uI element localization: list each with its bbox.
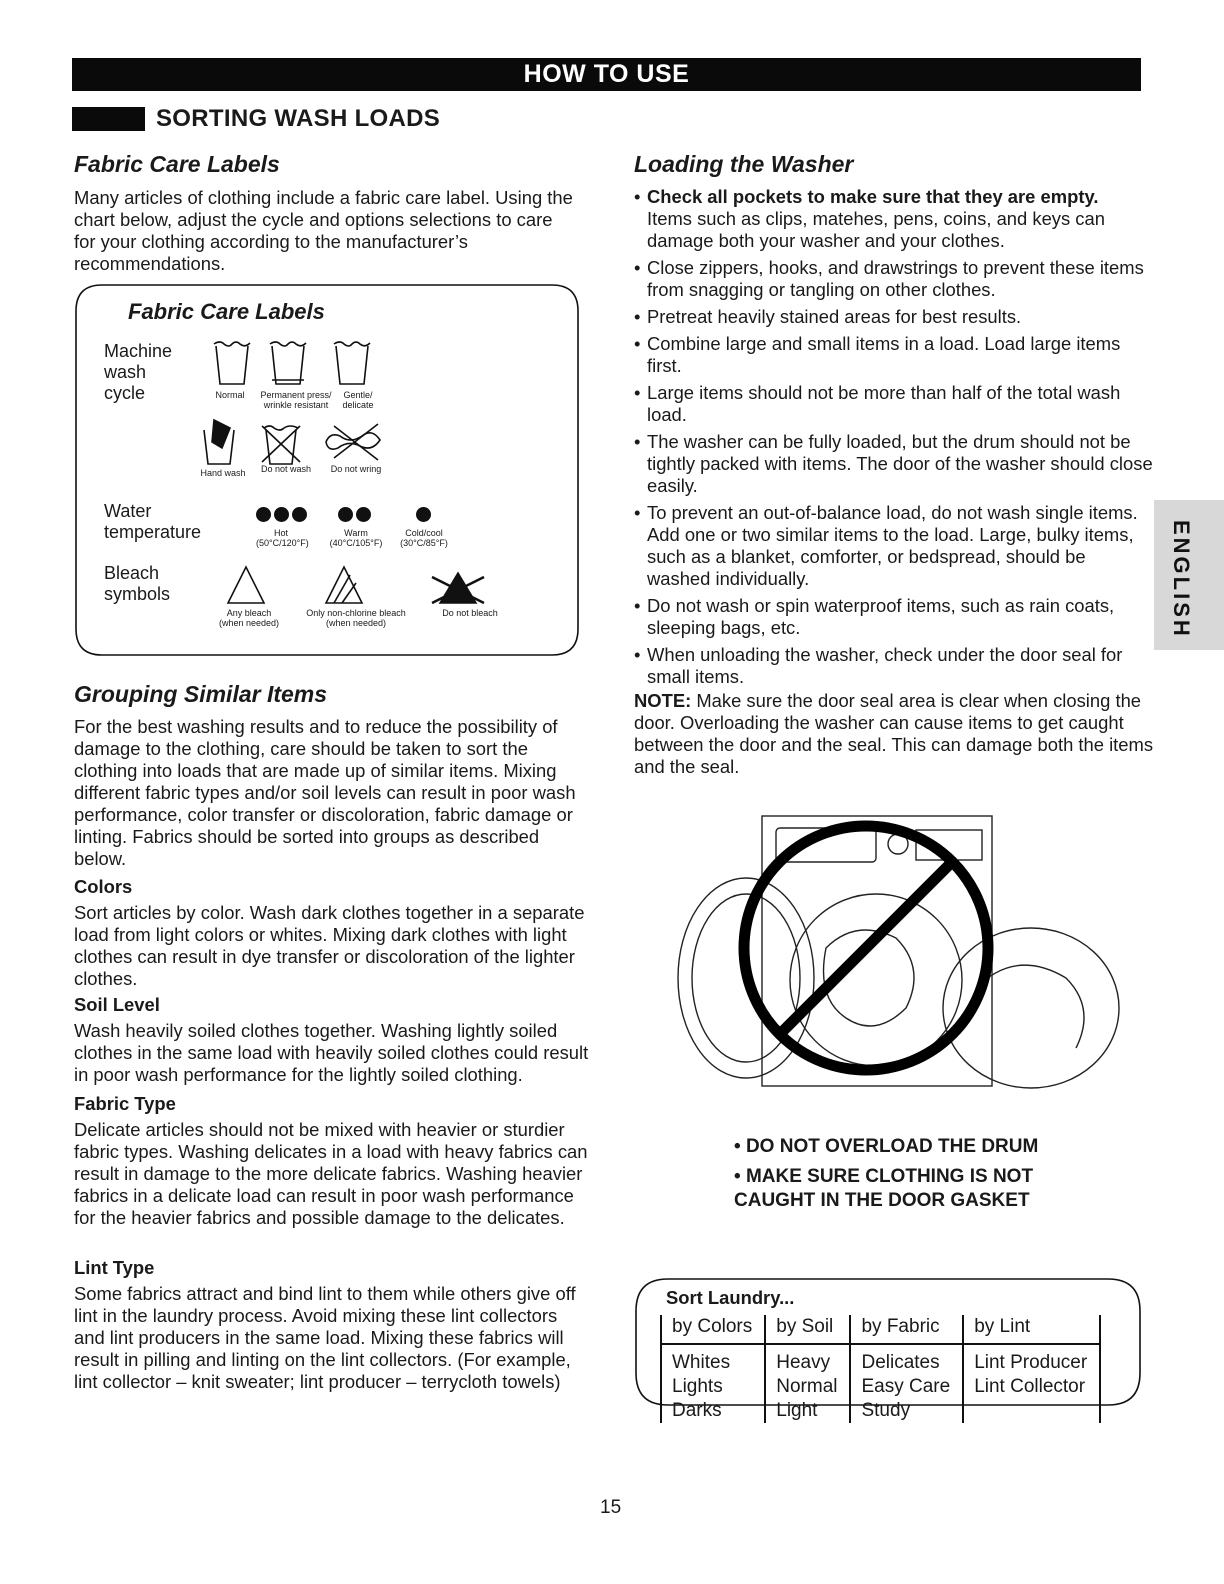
grouping-heading: Grouping Similar Items [74, 681, 328, 707]
loading-bullet: • Pretreat heavily stained areas for best results. [634, 306, 1154, 328]
section-title: SORTING WASH LOADS [156, 105, 441, 132]
temp-label-warm: Warm (40°C/105°F) [329, 528, 383, 548]
bleach-label-non-chlorine: Only non-chlorine bleach (when needed) [306, 608, 406, 628]
loading-bullet: • Combine large and small items in a load. Load large items first. [634, 333, 1154, 377]
sort-header: by Soil [765, 1315, 850, 1344]
sort-cell: Whites [661, 1344, 765, 1375]
fabric-type-subhead: Fabric Type [74, 1093, 176, 1114]
sort-header: by Colors [661, 1315, 765, 1344]
wash-label-normal: Normal [215, 390, 245, 400]
bleach-label-do-not: Do not bleach [442, 608, 498, 618]
washer-illustration [676, 808, 1121, 1098]
fabric-care-heading: Fabric Care Labels [74, 151, 280, 177]
soil-level-text: Wash heavily soiled clothes together. Washing lightly soiled clothes in the same load with heavily soiled clothes could result in poor wash performance for the lightly soiled clothing. [74, 1020, 589, 1085]
sort-cell: Study [850, 1399, 963, 1423]
bleach-icons [226, 563, 506, 607]
sort-cell: Delicates [850, 1344, 963, 1375]
temp-label-hot: Hot (50°C/120°F) [256, 528, 309, 548]
loading-bullet: • When unloading the washer, check under the door seal for small items. [634, 644, 1154, 688]
fabric-type-text: Delicate articles should not be mixed with heavier or sturdier fabric types. Washing delicates in a load with heavy fabrics can result in damage to the more delicate fabrics. Washing heavier fabrics in a delicate load can result in poor wash performance for the heavier fabrics and possible damage to the delicates. [74, 1119, 588, 1228]
do-not-wash-label: Do not wash [260, 464, 312, 474]
sort-cell: Easy Care [850, 1375, 963, 1399]
warning-overload: • DO NOT OVERLOAD THE DRUM [734, 1136, 1039, 1157]
loading-bullet: • To prevent an out-of-balance load, do not wash single items. Add one or two similar items to the load. Large, bulky items, such as a blanket, comforter, or bedspread, should be washed individually. [634, 502, 1154, 590]
section-marker [72, 107, 145, 131]
temp-dots-cold [416, 507, 434, 527]
loading-bullet: • Large items should not be more than half of the total wash load. [634, 382, 1154, 426]
wash-tub-icons [212, 340, 382, 388]
note-paragraph: NOTE: Make sure the door seal area is clear when closing the door. Overloading the washer can cause items to get caught between the door and the seal. This can damage both the items and the seal. [634, 690, 1154, 777]
loading-list [634, 186, 1154, 778]
wash-label-gentle: Gentle/ delicate [342, 390, 374, 410]
loading-bullet: • Close zippers, hooks, and drawstrings to prevent these items from snagging or tangling on other clothes. [634, 257, 1154, 301]
temp-label-cold: Cold/cool (30°C/85°F) [400, 528, 448, 548]
fabric-care-intro: Many articles of clothing include a fabric care label. Using the chart below, adjust the cycle and options selections to care for your clothing according to the manufacturer’s recommendations. [74, 187, 573, 274]
sort-laundry-table [660, 1315, 1101, 1423]
colors-subhead: Colors [74, 876, 133, 897]
colors-text: Sort articles by color. Wash dark clothes together in a separate load from light colors or whites. Mixing dark clothes with light clothes can result in dye transfer or discoloration of the lighter clothes. [74, 902, 585, 989]
language-tab-label: ENGLISH [1169, 520, 1194, 639]
temp-dots-hot [256, 507, 310, 527]
do-not-wring-label: Do not wring [330, 464, 382, 474]
loading-bullet: • Do not wash or spin waterproof items, such as rain coats, sleeping bags, etc. [634, 595, 1154, 639]
temp-dots-warm [338, 507, 374, 527]
bleach-symbols-label: Bleach symbols [104, 563, 171, 604]
loading-bullet: • The washer can be fully loaded, but the drum should not be tightly packed with items. The door of the washer should close easily. [634, 431, 1154, 497]
loading-heading: Loading the Washer [634, 151, 854, 177]
hand-wash-icons [200, 418, 390, 468]
sort-cell: Heavy [765, 1344, 850, 1375]
sort-cell [963, 1399, 1100, 1423]
lint-type-subhead: Lint Type [74, 1257, 155, 1278]
sort-laundry-title: Sort Laundry... [666, 1287, 795, 1308]
water-temperature-label: Water temperature [104, 501, 202, 542]
sort-header: by Lint [963, 1315, 1100, 1344]
wash-label-permanent-press: Permanent press/ wrinkle resistant [260, 390, 332, 410]
machine-wash-label: Machine wash cycle [104, 341, 173, 403]
grouping-intro: For the best washing results and to reduce the possibility of damage to the clothing, care should be taken to sort the clothing into loads that are made up of similar items. Mixing different fabric types and/or soil levels can result in poor wash performance, color transfer or discoloration, fabric damage or linting. Fabrics should be sorted into groups as described below. [74, 716, 576, 869]
header-bar: HOW TO USE [72, 58, 1141, 91]
warning-gasket: • MAKE SURE CLOTHING IS NOT CAUGHT IN THE DOOR GASKET [734, 1166, 1034, 1211]
sort-cell: Lint Producer [963, 1344, 1100, 1375]
bleach-label-any: Any bleach (when needed) [218, 608, 280, 628]
sort-cell: Lights [661, 1375, 765, 1399]
sort-cell: Light [765, 1399, 850, 1423]
sort-cell: Lint Collector [963, 1375, 1100, 1399]
soil-level-subhead: Soil Level [74, 994, 160, 1015]
chart-title: Fabric Care Labels [128, 299, 325, 324]
loading-bullet-pockets: • Check all pockets to make sure that they are empty. Items such as clips, matehes, pens, coins, and keys can damage both your washer and your clothes. [634, 186, 1154, 252]
sort-cell: Normal [765, 1375, 850, 1399]
lint-type-text: Some fabrics attract and bind lint to them while others give off lint in the laundry process. Avoid mixing these lint collectors and lint producers in the same load. Mixing these fabrics will result in pilling and linting on the lint collectors. (For example, lint collector – knit sweater; lint producer – terrycloth towels) [74, 1283, 576, 1392]
hand-wash-label: Hand wash [200, 468, 246, 478]
page-number: 15 [600, 1497, 622, 1518]
sort-cell: Darks [661, 1399, 765, 1423]
sort-header: by Fabric [850, 1315, 963, 1344]
